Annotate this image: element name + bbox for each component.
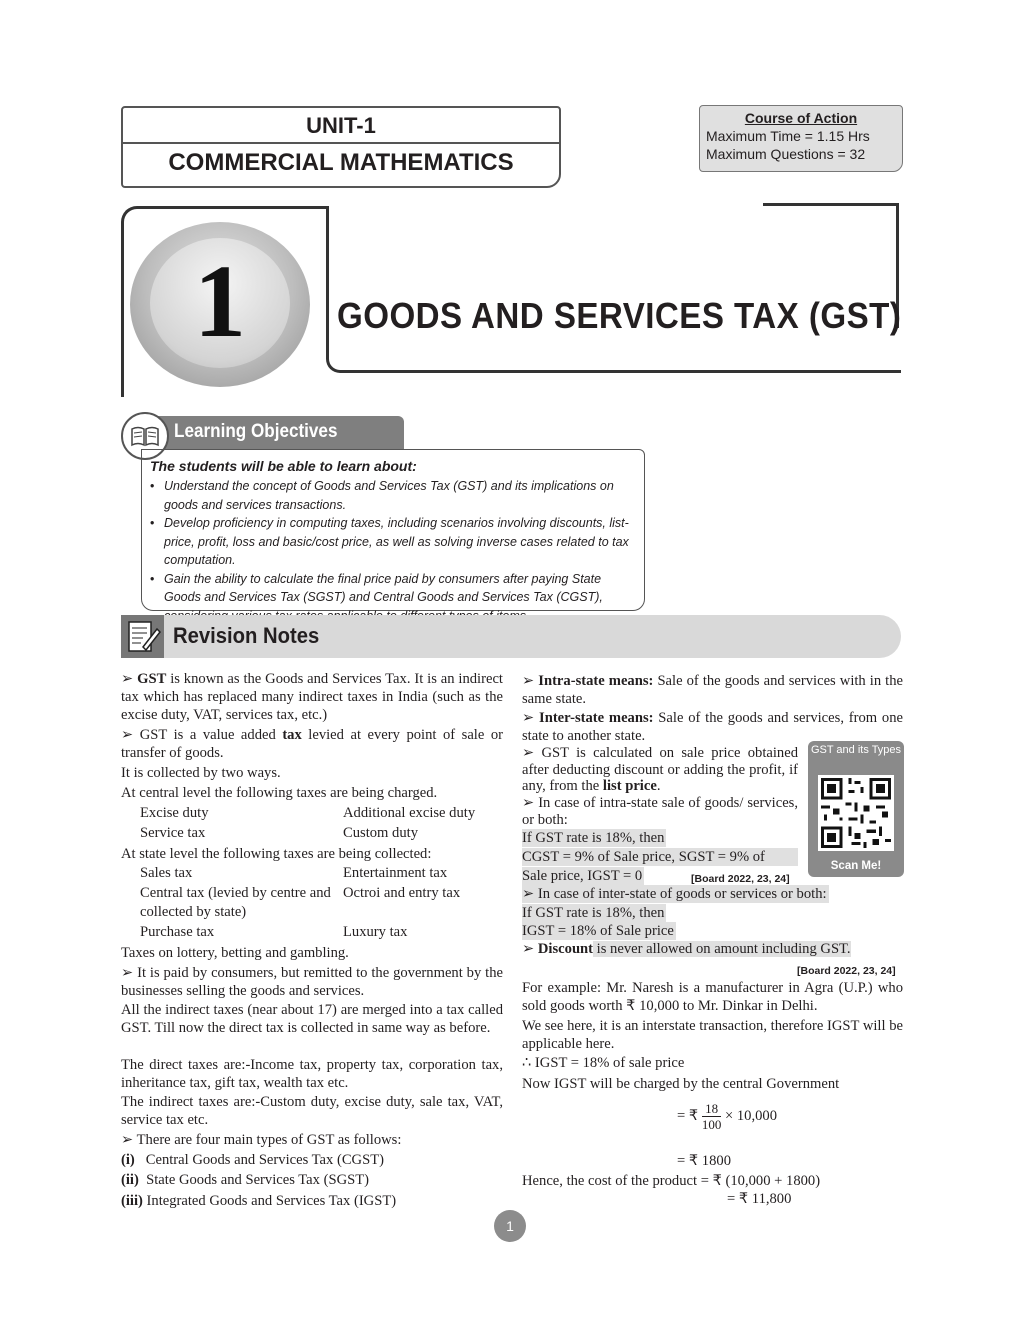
igst-zero-line: Sale price, IGST = 0	[522, 868, 643, 884]
revision-notes-label: Revision Notes	[173, 623, 320, 648]
objective-item: • Gain the ability to calculate the final price paid by consumers after paying State Goods and Services Tax (SGST) and Central Goods and Services Tax (CGST),	[150, 570, 636, 626]
central-tax-item: Additional excise duty	[343, 805, 476, 821]
types-intro: ➢ There are four main types of GST as follows:	[121, 1132, 402, 1148]
central-tax-item: Excise duty	[140, 805, 209, 821]
igst-result: = ₹ 1800	[677, 1153, 731, 1169]
course-of-action-box	[699, 105, 903, 172]
hence-note: Hence, the cost of the product = ₹ (10,000 + 1800)	[522, 1173, 821, 1189]
learning-objectives-intro: The students will be able to learn about:	[150, 458, 417, 474]
central-tax-item: Custom duty	[343, 825, 419, 841]
page-number: 1	[494, 1210, 526, 1242]
cgst-sgst-line: CGST = 9% of Sale price, SGST = 9% of	[522, 848, 798, 866]
final-cost: = ₹ 11,800	[727, 1191, 792, 1207]
example-note: For example: Mr. Naresh is a manufacturer in Agra (U.P.) who sold goods worth ₹ 10,000 to Mr. Dinkar in Delhi.	[522, 980, 903, 1014]
central-tax-item: Service tax	[140, 825, 206, 841]
fraction: $\frac{18}{100}$	[701, 1101, 722, 1132]
state-tax-item: Central tax (levied by centre and collected by state)	[140, 885, 331, 920]
learning-objectives-list	[150, 477, 636, 625]
state-tax-item: Purchase tax	[140, 924, 215, 940]
max-questions: Maximum Questions = 32	[706, 146, 866, 162]
gst-type-item: (iii) Integrated Goods and Services Tax (IGST)	[121, 1193, 397, 1209]
inter-state-note: ➢ Inter-state means: Sale of the goods and services, from one state to another state.	[522, 710, 903, 744]
gst-type-item: (ii) State Goods and Services Tax (SGST)	[121, 1172, 369, 1188]
state-tax-item: Sales tax	[140, 865, 193, 881]
gst-type-item: (i) Central Goods and Services Tax (CGST)	[121, 1152, 384, 1168]
chapter-frame-top	[763, 203, 899, 206]
objective-item: • Understand the concept of Goods and Services Tax (GST) and its implications on goods and services transactions.	[150, 477, 636, 514]
igst-equation: ∴ IGST = 18% of sale price	[522, 1055, 685, 1071]
max-time: Maximum Time = 1.15 Hrs	[706, 128, 870, 144]
igst-line: IGST = 18% of Sale price	[522, 923, 674, 939]
qr-scan-label: Scan Me!	[830, 860, 882, 872]
direct-taxes-note: The direct taxes are:-Income tax, property tax, corporation tax, inheritance tax, gift tax, wealth tax etc.	[121, 1057, 503, 1091]
calculation-note: ➢ GST is calculated on sale price obtained after deducting discount or adding the profit, if any, from the list price.	[522, 745, 798, 794]
interstate-note: We see here, it is an interstate transaction, therefore IGST will be applicable here.	[522, 1018, 903, 1052]
notes-pencil-icon	[121, 615, 164, 658]
state-tax-item: Luxury tax	[343, 924, 408, 940]
intra-case-note: ➢ In case of intra-state sale of goods/ services, or both:	[522, 795, 798, 828]
merged-note: All the indirect taxes (near about 17) are merged into a tax called GST. Till now the direct tax is collected in same way as before.	[121, 1002, 503, 1036]
unit-subtitle: COMMERCIAL MATHEMATICS	[168, 149, 514, 176]
chapter-frame-bottom	[326, 354, 901, 373]
discount-note: ➢ Discount is never allowed on amount including GST.	[522, 941, 851, 957]
learning-objectives-label: Learning Objectives	[174, 421, 338, 442]
state-tax-item: Entertainment tax	[343, 865, 448, 881]
igst-formula: = ₹ $\frac{18}{100}$ × 10,000	[677, 1101, 777, 1132]
lottery-note: Taxes on lottery, betting and gambling.	[121, 945, 349, 961]
unit-title: UNIT-1	[123, 108, 559, 144]
state-intro: At state level the following taxes are being collected:	[121, 846, 432, 862]
gst-definition: ➢ GST is known as the Goods and Services Tax. It is an indirect tax which has replaced many indirect taxes in India (such as the excise duty, VAT, services tax, etc.)	[121, 671, 503, 723]
chapter-frame-divider	[326, 206, 329, 356]
indirect-taxes-note: The indirect taxes are:-Custom duty, excise duty, sale tax, VAT, service tax etc.	[121, 1094, 503, 1128]
central-intro: At central level the following taxes are being charged.	[121, 785, 438, 801]
board-tag: [Board 2022, 23, 24]	[797, 965, 896, 977]
gst-rate-line-2: If GST rate is 18%, then	[522, 905, 665, 921]
paid-by-note: ➢ It is paid by consumers, but remitted to the government by the businesses selling the goods and services.	[121, 965, 503, 999]
state-tax-item: Octroi and entry tax	[343, 885, 461, 901]
intra-state-note: ➢ Intra-state means: Sale of the goods and services with in the same state.	[522, 673, 903, 707]
value-added-note: ➢ GST is a value added tax levied at every point of sale or transfer of goods.	[121, 727, 503, 761]
course-title: Course of Action	[744, 110, 858, 126]
gst-rate-line: If GST rate is 18%, then	[522, 830, 665, 846]
chapter-title: GOODS AND SERVICES TAX (GST)	[337, 295, 902, 336]
board-tag: [Board 2022, 23, 24]	[691, 873, 790, 885]
chapter-number: 1	[194, 244, 246, 359]
unit-box	[121, 106, 561, 188]
inter-case-note: ➢ In case of inter-state of goods or services or both:	[522, 886, 827, 902]
charged-note: Now IGST will be charged by the central Government	[522, 1076, 840, 1092]
qr-title: GST and its Types	[810, 744, 902, 756]
qr-code-icon[interactable]	[818, 775, 894, 851]
collected-note: It is collected by two ways.	[121, 765, 281, 781]
objective-item: • Develop proficiency in computing taxes, including scenarios involving discounts, list-price, profit, loss and basic/cost price, as well as solving inverse cases related to tax computation.	[150, 514, 636, 570]
